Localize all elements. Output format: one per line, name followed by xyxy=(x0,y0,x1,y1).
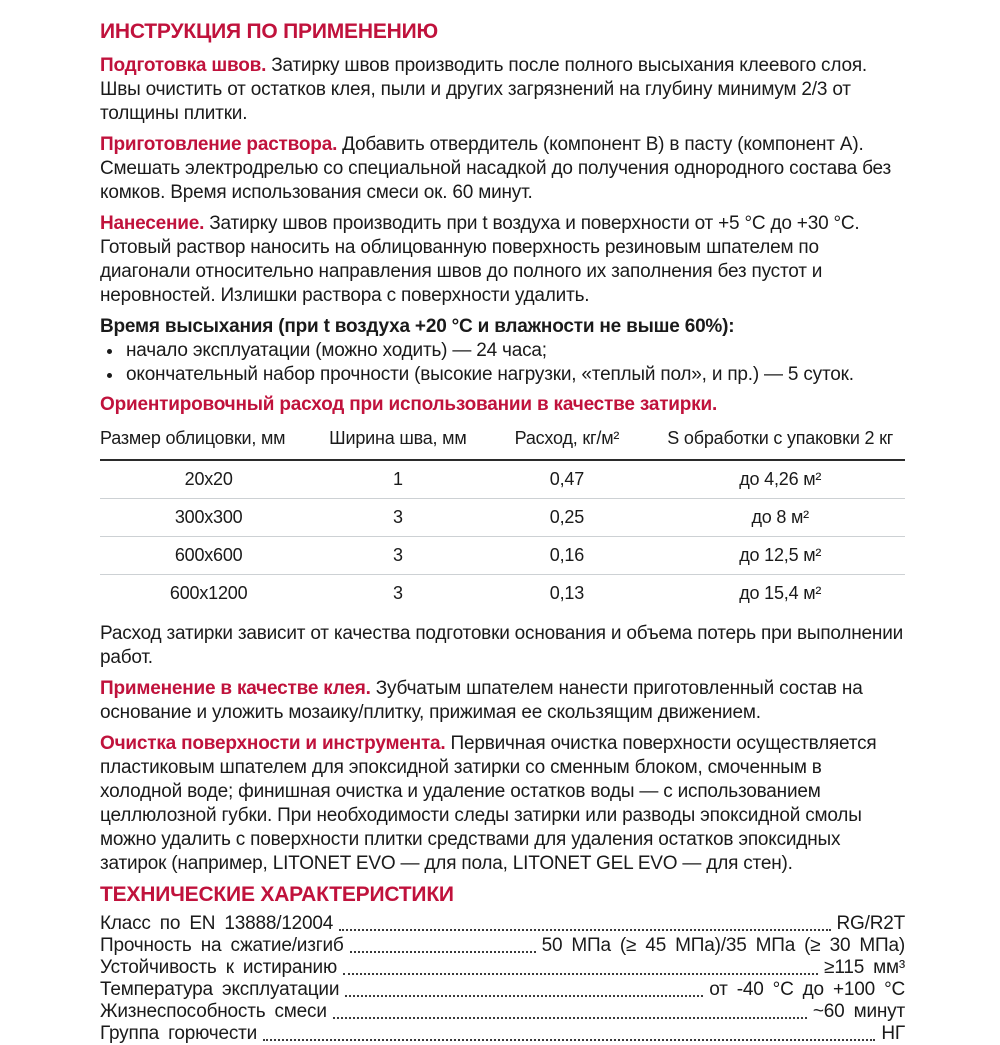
spec-value: ~60 минут xyxy=(812,1001,905,1022)
table-cell-joint-width: 3 xyxy=(317,499,478,537)
table-cell-tile-size: 20x20 xyxy=(100,460,317,499)
leader-dots xyxy=(339,929,830,931)
paragraph-lead: Нанесение. xyxy=(100,213,205,234)
table-cell-joint-width: 1 xyxy=(317,460,478,499)
leader-dots xyxy=(350,951,536,953)
table-cell-consumption: 0,25 xyxy=(478,499,655,537)
consumption-table xyxy=(100,421,905,612)
paragraph-text: Добавить отвердитель (компонент B) в пасту (компонент A). Смешать электродрелью со специальной насадкой до получения однородного состава без комков. Время использования смеси ок. 60 минут. xyxy=(100,134,892,203)
spec-label: Группа горючести xyxy=(100,1023,258,1044)
table-row xyxy=(100,575,905,613)
column-header-consumption: Расход, кг/м² xyxy=(478,421,655,460)
paragraph-text: Зубчатым шпателем нанести приготовленный состав на основание и уложить мозаику/плитку, прижимая ее скользящим движением. xyxy=(100,678,863,723)
spec-value: НГ xyxy=(881,1023,905,1044)
paragraph-adhesive-use xyxy=(100,677,905,725)
column-header-tile-size: Размер облицовки, мм xyxy=(100,421,317,460)
table-row xyxy=(100,537,905,575)
table-row xyxy=(100,460,905,499)
paragraph-cleaning xyxy=(100,732,905,876)
spec-label: Устойчивость к истиранию xyxy=(100,957,338,978)
paragraph-application xyxy=(100,212,905,308)
table-cell-joint-width: 3 xyxy=(317,537,478,575)
paragraph-mortar-mixing xyxy=(100,133,905,205)
drying-time-heading: Время высыхания (при t воздуха +20 °C и влажности не выше 60%): xyxy=(100,316,735,337)
consumption-heading: Ориентировочный расход при использовании в качестве затирки. xyxy=(100,394,718,415)
paragraph-lead: Приготовление раствора. xyxy=(100,134,338,155)
usage-instructions-title: ИНСТРУКЦИЯ ПО ПРИМЕНЕНИЮ xyxy=(100,20,438,43)
spec-label: Прочность на сжатие/изгиб xyxy=(100,935,344,956)
spec-row-flammability-group xyxy=(100,1023,905,1045)
paragraph-lead: Применение в качестве клея. xyxy=(100,678,371,699)
table-header-row xyxy=(100,421,905,460)
spec-value: ≥115 мм³ xyxy=(824,957,905,978)
table-cell-joint-width: 3 xyxy=(392,583,403,603)
drying-time-item: • окончательный набор прочности (высокие нагрузки, «теплый пол», и пр.) — 5 суток. xyxy=(124,363,905,387)
paragraph-lead: Очистка поверхности и инструмента. xyxy=(100,733,446,754)
spec-label: Жизнеспособность смеси xyxy=(100,1001,327,1022)
paragraph-joint-preparation xyxy=(100,54,905,126)
leader-dots xyxy=(333,1017,807,1019)
table-cell-coverage: до 15,4 м² xyxy=(739,583,822,603)
paragraph-lead: Подготовка швов. xyxy=(100,55,267,76)
paragraph-text: Первичная очистка поверхности осуществляется пластиковым шпателем для эпоксидной затирки со сменным блоком, смоченным в холодной воде; финишная очистка и удаление остатков воды — с использованием целлюлозной губки. При необходимости следы затирки или разводы эпоксидной смолы можно удалить с поверхности плитки средствами для удаления остатков эпоксидных затирок (например, LITONET EVO — для пола, LITONET GEL EVO — для стен). xyxy=(100,733,877,874)
leader-dots xyxy=(263,1039,875,1041)
spec-value: RG/R2T xyxy=(836,913,905,934)
table-cell-consumption: 0,16 xyxy=(478,537,655,575)
spec-row-class xyxy=(100,913,905,935)
column-header-joint-width: Ширина шва, мм xyxy=(317,421,478,460)
spec-label: Температура эксплуатации xyxy=(100,979,340,1000)
table-cell-tile-size: 600x600 xyxy=(100,537,317,575)
column-header-coverage: S обработки с упаковки 2 кг xyxy=(655,421,905,460)
spec-row-abrasion-resistance xyxy=(100,957,905,979)
paragraph-text: Затирку швов производить при t воздуха и поверхности от +5 °C до +30 °C. Готовый раствор наносить на облицованную поверхность резиновым шпателем по диагонали относительно направления швов до полного их заполнения без пустот и неровностей. Излишки раствора с поверхности удалить. xyxy=(100,213,860,306)
spec-row-compressive-strength xyxy=(100,935,905,957)
spec-value: 50 МПа (≥ 45 МПа)/35 МПа (≥ 30 МПа) xyxy=(541,935,905,956)
table-cell-coverage: до 8 м² xyxy=(655,499,905,537)
spec-label: Класс по EN 13888/12004 xyxy=(100,913,334,934)
table-cell-consumption: 0,13 xyxy=(549,583,584,603)
table-row xyxy=(100,499,905,537)
table-cell-tile-size: 300x300 xyxy=(100,499,317,537)
table-cell-coverage: до 12,5 м² xyxy=(655,537,905,575)
drying-time-item: • начало эксплуатации (можно ходить) — 24 часа; xyxy=(124,339,905,363)
technical-specs-title: ТЕХНИЧЕСКИЕ ХАРАКТЕРИСТИКИ xyxy=(100,883,454,906)
paragraph-text: Затирку швов производить после полного высыхания клеевого слоя. Швы очистить от остатков клея, пыли и других загрязнений на глубину минимум 2/3 от толщины плитки. xyxy=(100,55,867,124)
spec-value: от -40 °C до +100 °C xyxy=(709,979,905,1000)
leader-dots xyxy=(343,973,818,975)
table-cell-consumption: 0,47 xyxy=(478,460,655,499)
spec-row-service-temperature xyxy=(100,979,905,1001)
consumption-note: Расход затирки зависит от качества подготовки основания и объема потерь при выполнении работ. xyxy=(100,623,904,668)
table-cell-coverage: до 4,26 м² xyxy=(655,460,905,499)
table-cell-tile-size: 600x1200 xyxy=(169,583,248,603)
drying-time-list xyxy=(100,339,905,387)
leader-dots xyxy=(345,995,703,997)
spec-row-pot-life xyxy=(100,1001,905,1023)
